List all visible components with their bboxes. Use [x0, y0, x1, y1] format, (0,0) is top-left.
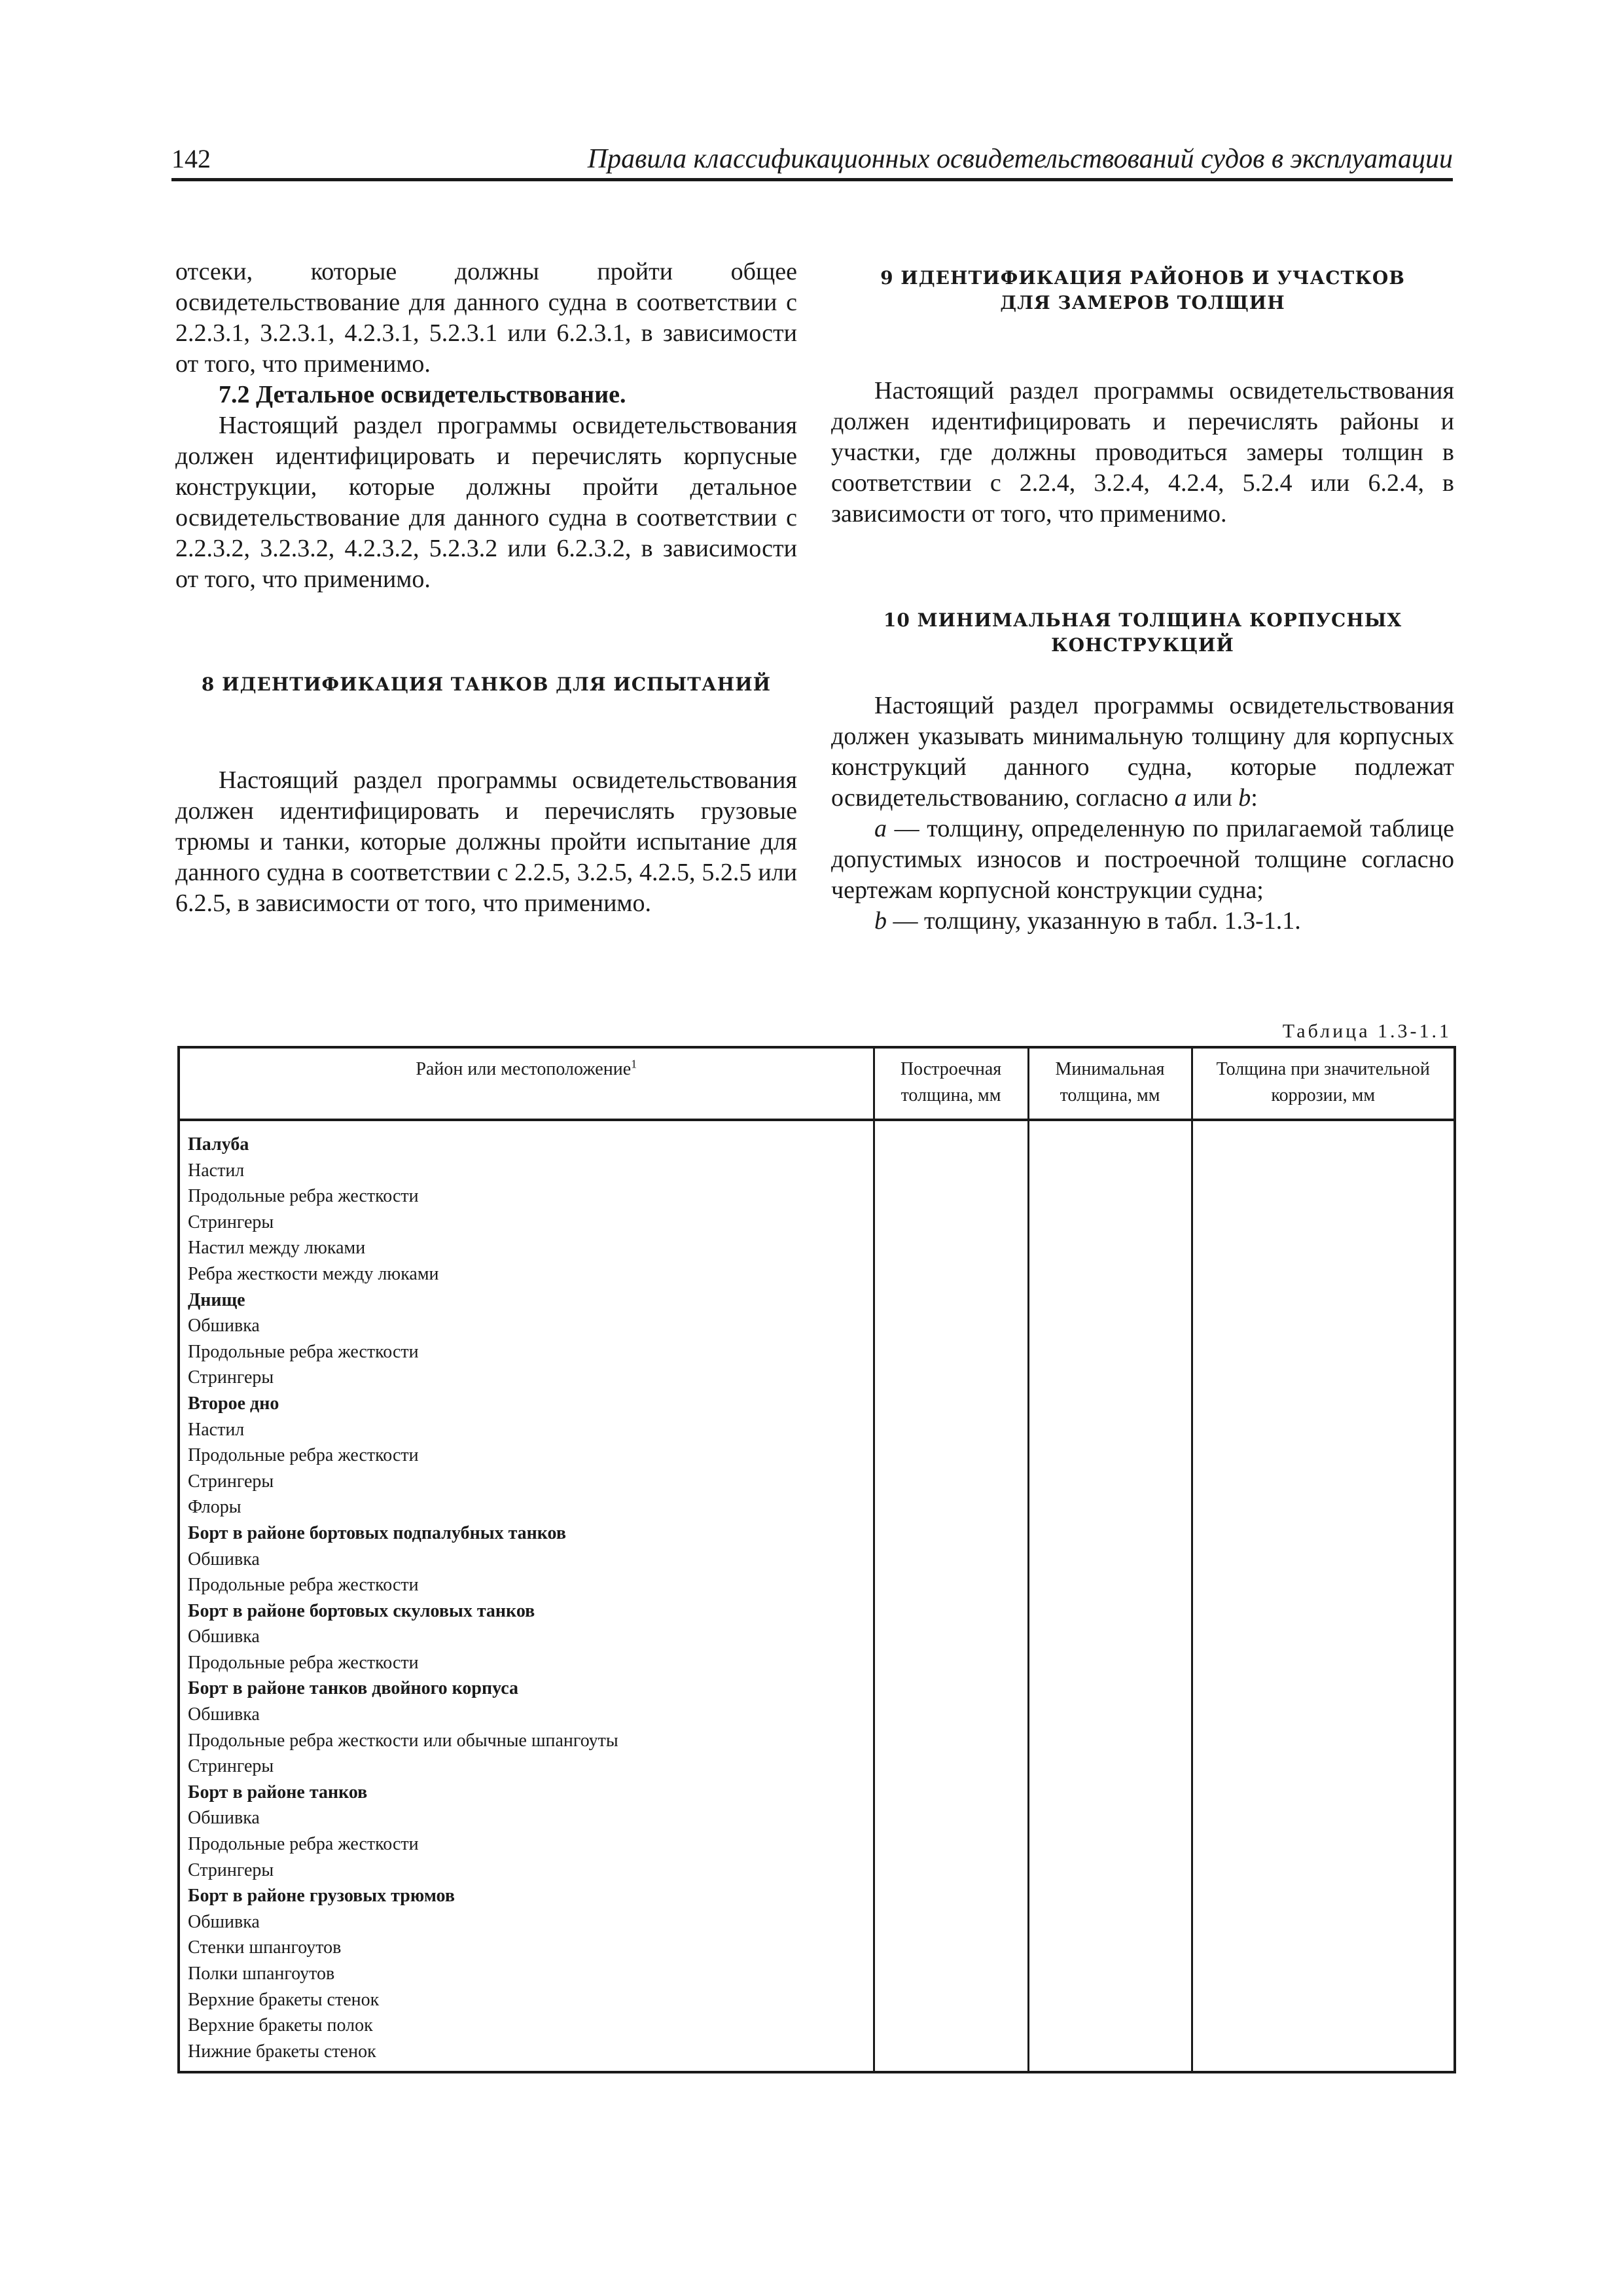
- continuation-paragraph: отсеки, которые должны пройти общее освидетельствование для данного судна в соответствии с 2.2.3.1, 3.2.3.1, 4.2.3.1, 5.2.3.1 или 6.2.3.1, в зависимости от того, что применимо.: [175, 258, 797, 378]
- table-row: Ребра жесткости между люками: [188, 1263, 439, 1284]
- table-row: Обшивка: [188, 1316, 260, 1336]
- table-row: Верхние бракеты стенок: [188, 1989, 380, 2010]
- table-row: Стрингеры: [188, 1211, 274, 1232]
- header-corrosion-thickness: [1192, 1047, 1455, 1120]
- header-built-line2: толщина, мм: [901, 1085, 1001, 1105]
- table-row: Продольные ребра жесткости: [188, 1186, 419, 1207]
- corrosion-thickness-cell: [1192, 1120, 1455, 2072]
- table-row: Обшивка: [188, 1704, 260, 1725]
- running-title: Правила классификационных освидетельствований судов в эксплуатации: [587, 144, 1453, 174]
- table-row: Стрингеры: [188, 1471, 274, 1492]
- table-row: Продольные ребра жесткости: [188, 1575, 419, 1596]
- section-9-title-line2: ДЛЯ ЗАМЕРОВ ТОЛЩИН: [1000, 292, 1285, 314]
- item-b-letter: b: [874, 907, 887, 935]
- table-body-row: [179, 1120, 1455, 2072]
- header-min-line2: толщина, мм: [1060, 1085, 1160, 1105]
- colon: :: [1251, 784, 1258, 812]
- option-b-ref: b: [1238, 784, 1251, 812]
- table-group-heading: Борт в районе танков двойного корпуса: [188, 1678, 519, 1699]
- section-8-text: Настоящий раздел программы освидетельствования должен идентифицировать и перечислять грузовые трюмы и танки, которые должны пройти испытание для данного судна в соответствии с 2.2.5, 3.2.5, 4.2.5, 5.2.5 или 6.2.5, в зависимости от того, что применимо.: [175, 766, 797, 917]
- option-a-ref: a: [1174, 784, 1187, 812]
- section-10-title-line2: КОНСТРУКЦИЙ: [1051, 634, 1234, 656]
- subsection-7-2-title: 7.2 Детальное освидетельствование.: [219, 381, 626, 408]
- subsection-7-2-text: Настоящий раздел программы освидетельствования должен идентифицировать и перечислять корпусные конструкции, которые должны пройти детальное освидетельствование для данного судна в соответствии с 2.2.3.2, 3.2.3.2, 4.2.3.2, 5.2.3.2 или 6.2.3.2, в зависимости от того, что применимо.: [175, 412, 797, 593]
- thickness-table-wrap: [177, 1046, 1454, 2104]
- section-9-title-line1: 9 ИДЕНТИФИКАЦИЯ РАЙОНОВ И УЧАСТКОВ: [880, 267, 1405, 289]
- table-row: Обшивка: [188, 1808, 260, 1829]
- header-area-label: Район или местоположение: [416, 1059, 632, 1079]
- section-10-title: [831, 608, 1454, 658]
- table-row: Настил: [188, 1419, 245, 1440]
- page-number: 142: [171, 144, 211, 173]
- header-min-thickness: [1028, 1047, 1192, 1120]
- section-10-text-main: Настоящий раздел программы освидетельствования должен указывать минимальную толщину для корпусных конструкций данного судна, которые подлежат освидетельствованию, согласно: [831, 692, 1454, 812]
- built-thickness-cell: [874, 1120, 1028, 2072]
- header-built-line1: Построечная: [900, 1059, 1002, 1079]
- table-row: Нижние бракеты стенок: [188, 2041, 376, 2062]
- table-row: Настил: [188, 1160, 245, 1181]
- item-b: [831, 906, 1454, 937]
- table-row: Стенки шпангоутов: [188, 1937, 342, 1958]
- section-9-title: [831, 266, 1454, 315]
- table-group-heading: Палуба: [188, 1134, 249, 1155]
- table-row: Полки шпангоутов: [188, 1964, 335, 1984]
- item-a: [831, 814, 1454, 906]
- table-row: Настил между люками: [188, 1238, 366, 1259]
- or-word: или: [1193, 784, 1232, 812]
- table-row: Продольные ребра жесткости: [188, 1445, 419, 1466]
- section-9-text: Настоящий раздел программы освидетельствования должен идентифицировать и перечислять районы и участки, где должны проводиться замеры толщин в соответствии с 2.2.4, 3.2.4, 4.2.4, 5.2.4 или 6.2.4, в зависимости от того, что применимо.: [831, 377, 1454, 528]
- table-row: Продольные ребра жесткости: [188, 1834, 419, 1855]
- header-min-line1: Минимальная: [1055, 1059, 1165, 1079]
- table-caption: Таблица 1.3-1.1: [1282, 1020, 1452, 1042]
- section-10-text: [831, 691, 1454, 814]
- table-row: Продольные ребра жесткости или обычные шпангоуты: [188, 1730, 618, 1751]
- item-b-text: — толщину, указанную в табл. 1.3-1.1.: [893, 907, 1301, 935]
- table-row: Обшивка: [188, 1549, 260, 1570]
- table-group-heading: Борт в районе бортовых подпалубных танков: [188, 1522, 566, 1543]
- item-a-letter: a: [874, 815, 887, 842]
- table-row: Обшивка: [188, 1626, 260, 1647]
- table-row: Продольные ребра жесткости: [188, 1341, 419, 1362]
- table-group-heading: Борт в районе танков: [188, 1782, 368, 1803]
- table-row: Продольные ребра жесткости: [188, 1652, 419, 1673]
- header-rule: [171, 178, 1453, 181]
- table-group-heading: Второе дно: [188, 1393, 279, 1414]
- header-built-thickness: [874, 1047, 1028, 1120]
- right-column: [831, 257, 1454, 937]
- table-row: Стрингеры: [188, 1859, 274, 1880]
- header-corr-line2: коррозии, мм: [1271, 1085, 1376, 1105]
- min-thickness-cell: [1028, 1120, 1192, 2072]
- header-area: [179, 1047, 874, 1120]
- table-group-heading: Днище: [188, 1289, 245, 1310]
- table-row: Верхние бракеты полок: [188, 2015, 373, 2036]
- section-10-title-line1: 10 МИНИМАЛЬНАЯ ТОЛЩИНА КОРПУСНЫХ: [883, 609, 1402, 631]
- table-group-heading: Борт в районе бортовых скуловых танков: [188, 1600, 535, 1621]
- table-group-heading: Борт в районе грузовых трюмов: [188, 1886, 455, 1907]
- table-row: Стрингеры: [188, 1756, 274, 1777]
- thickness-table: [177, 1046, 1456, 2073]
- table-row: Обшивка: [188, 1911, 260, 1932]
- table-row: Флоры: [188, 1497, 241, 1518]
- section-8-title: 8 ИДЕНТИФИКАЦИЯ ТАНКОВ ДЛЯ ИСПЫТАНИЙ: [201, 673, 772, 695]
- area-list-cell: [179, 1120, 874, 2072]
- table-row: Стрингеры: [188, 1367, 274, 1388]
- table-header-row: [179, 1047, 1455, 1120]
- header-corr-line1: Толщина при значительной: [1216, 1059, 1430, 1079]
- item-a-text: — толщину, определенную по прилагаемой таблице допустимых износов и построечной толщине согласно чертежам корпусной конструкции судна;: [831, 815, 1454, 904]
- left-column: [175, 257, 797, 919]
- footnote-mark: 1: [631, 1057, 637, 1071]
